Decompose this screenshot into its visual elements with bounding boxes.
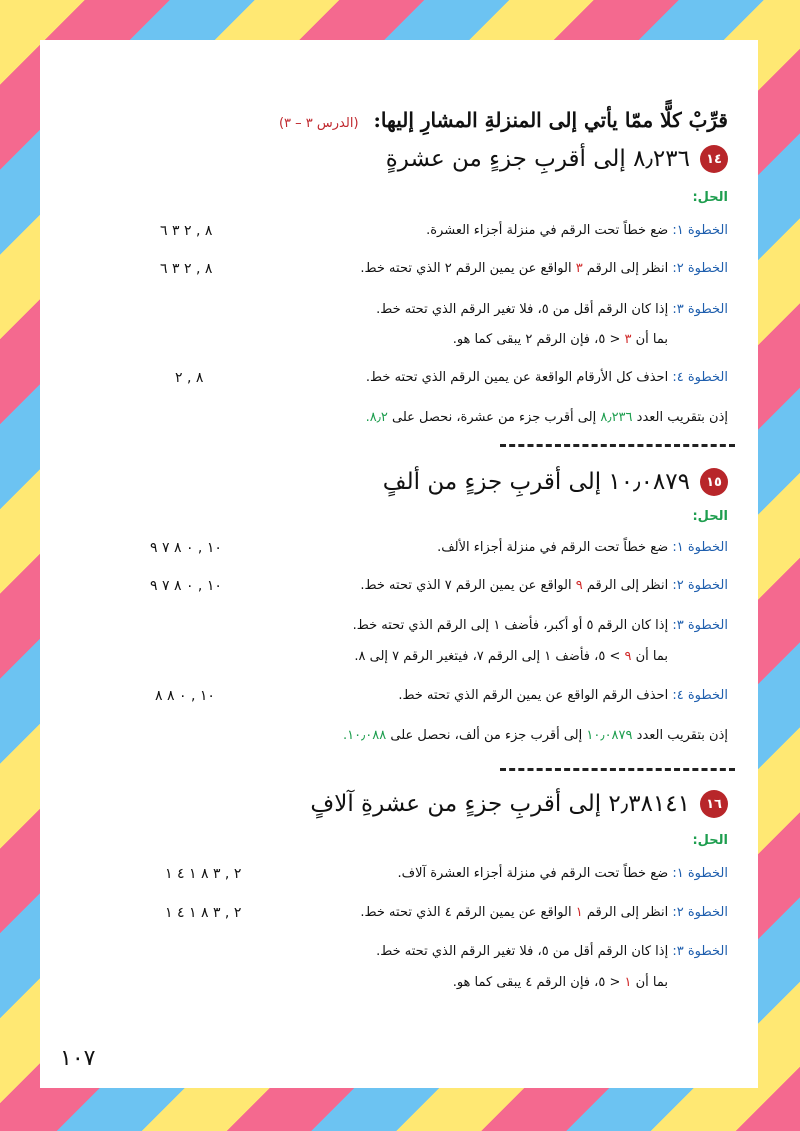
step-1 <box>397 866 728 881</box>
lesson-reference: (الدرس ٣ – ٣) <box>278 116 359 131</box>
highlighted-digit: ٣ <box>624 332 632 347</box>
solution-label: الحل: <box>692 833 728 848</box>
step-text: احذف كل الأرقام الواقعة عن يمين الرقم الذي تحته خط. <box>365 370 669 385</box>
highlighted-digit: ٩ <box>624 649 632 664</box>
step-3-detail: بما أن ٣ < ٥، فإن الرقم ٢ يبقى كما هو. <box>452 332 668 347</box>
step-3 <box>376 944 728 959</box>
step-3-detail: بما أن ٩ > ٥، فأضف ١ إلى الرقم ٧، فيتغير الرقم ٧ إلى ٨. <box>354 649 668 664</box>
step-text: ضع خطاً تحت الرقم في منزلة أجزاء العشرة آلاف. <box>397 866 669 881</box>
step-1 <box>426 223 728 238</box>
question-text: ٢٫٣٨١٤١ إلى أقربِ جزءٍ من عشرةِ آلافٍ <box>310 791 690 817</box>
divider <box>500 768 735 771</box>
step-label: الخطوة ١: <box>672 866 728 881</box>
step-2-number: ١٠ , ٠ ٨ ٧ ٩ <box>150 578 222 594</box>
step-3 <box>376 302 728 317</box>
step-1-number: ٨ , ٢ ٣ ٦ <box>160 223 213 239</box>
step-label: الخطوة ١: <box>672 540 728 555</box>
step-label: الخطوة ٢: <box>672 578 728 593</box>
worksheet-page <box>40 40 758 1088</box>
question-number-badge: ١٥ <box>700 468 728 496</box>
solution-label: الحل: <box>692 190 728 205</box>
step-text: ضع خطاً تحت الرقم في منزلة أجزاء العشرة. <box>426 223 669 238</box>
step-3-detail: بما أن ١ < ٥، فإن الرقم ٤ يبقى كما هو. <box>452 975 668 990</box>
highlighted-digit: ٣ <box>575 261 583 276</box>
question-16-heading <box>310 790 728 818</box>
step-label: الخطوة ١: <box>672 223 728 238</box>
step-text: إذا كان الرقم ٥ أو أكبر، فأضف ١ إلى الرقم الذي تحته خط. <box>352 618 669 633</box>
step-text: إذا كان الرقم أقل من ٥، فلا تغير الرقم الذي تحته خط. <box>376 944 669 959</box>
title-text: قرِّبْ كلًّا ممّا يأتي إلى المنزلةِ المشارِ إليها: <box>373 108 728 132</box>
step-2-number: ٢ , ٣ ٨ ١ ٤ ١ <box>165 905 242 921</box>
highlighted-digit: ١ <box>575 905 583 920</box>
step-label: الخطوة ٣: <box>672 618 728 633</box>
question-15-heading <box>383 468 728 496</box>
step-1 <box>437 540 728 555</box>
answer: ٨٫٢. <box>365 410 388 425</box>
step-2-number: ٨ , ٢ ٣ ٦ <box>160 261 213 277</box>
step-text: إذا كان الرقم أقل من ٥، فلا تغير الرقم الذي تحته خط. <box>376 302 669 317</box>
highlighted-digit: ٩ <box>575 578 583 593</box>
step-label: الخطوة ٣: <box>672 944 728 959</box>
step-1-number: ١٠ , ٠ ٨ ٧ ٩ <box>150 540 222 556</box>
page-title <box>279 108 728 132</box>
step-4-number: ٨ , ٢ <box>175 370 204 386</box>
highlighted-digit: ١ <box>624 975 632 990</box>
answer: ١٠٫٠٨٨. <box>342 728 387 743</box>
step-1-number: ٢ , ٣ ٨ ١ ٤ ١ <box>165 866 242 882</box>
step-2: الخطوة ٢: انظر إلى الرقم ٣ الواقع عن يمين الرقم ٢ الذي تحته خط. <box>360 261 728 276</box>
step-4 <box>398 688 728 703</box>
step-text: ضع خطاً تحت الرقم في منزلة أجزاء الألف. <box>437 540 669 555</box>
question-text: ٨٫٢٣٦ إلى أقربِ جزءٍ من عشرةٍ <box>385 146 690 172</box>
step-3 <box>353 618 728 633</box>
step-label: الخطوة ٤: <box>672 688 728 703</box>
step-text: احذف الرقم الواقع عن يمين الرقم الذي تحته خط. <box>398 688 669 703</box>
question-text: ١٠٫٠٨٧٩ إلى أقربِ جزءٍ من ألفٍ <box>382 469 690 495</box>
question-14-heading <box>386 145 728 173</box>
step-4-number: ١٠ , ٠ ٨ ٨ <box>155 688 215 704</box>
page-number: ١٠٧ <box>60 1046 96 1071</box>
step-label: الخطوة ٤: <box>672 370 728 385</box>
step-label: الخطوة ٢: <box>672 905 728 920</box>
step-label: الخطوة ٢: <box>672 261 728 276</box>
conclusion: إذن بتقريب العدد ٨٫٢٣٦ إلى أقرب جزء من عشرة، نحصل على ٨٫٢. <box>365 410 728 425</box>
conclusion: إذن بتقريب العدد ١٠٫٠٨٧٩ إلى أقرب جزء من ألف، نحصل على ١٠٫٠٨٨. <box>342 728 728 743</box>
step-2: الخطوة ٢: انظر إلى الرقم ١ الواقع عن يمين الرقم ٤ الذي تحته خط. <box>360 905 728 920</box>
step-label: الخطوة ٣: <box>672 302 728 317</box>
question-number-badge: ١٤ <box>700 145 728 173</box>
step-2: الخطوة ٢: انظر إلى الرقم ٩ الواقع عن يمين الرقم ٧ الذي تحته خط. <box>360 578 728 593</box>
solution-label: الحل: <box>692 509 728 524</box>
question-number-badge: ١٦ <box>700 790 728 818</box>
divider <box>500 444 735 447</box>
step-4 <box>366 370 728 385</box>
